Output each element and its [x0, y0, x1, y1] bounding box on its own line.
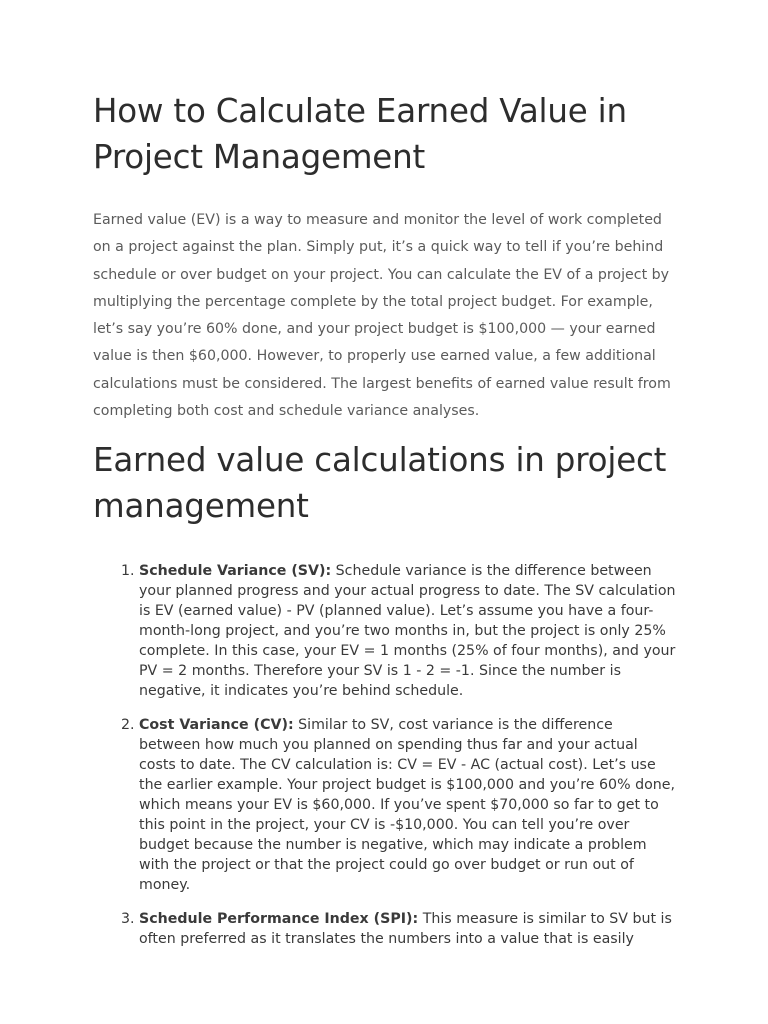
- list-item-term: Schedule Performance Index (SPI):: [139, 911, 419, 928]
- list-item-text: Schedule variance is the difference between your planned progress and your actual progress to date. The SV calculation is EV (earned value) - PV (planned value). Let’s assume you have a four-month-long project, and you’re two months in, but the project is only 25% complete. In this case, your EV = 1 months (25% of four months), and your PV = 2 months. Therefore your SV is 1 - 2 = -1. Since the number is negative, it indicates you’re behind schedule.: [139, 563, 676, 700]
- list-item-text: Similar to SV, cost variance is the difference between how much you planned on spending thus far and your actual costs to date. The CV calculation is: CV = EV - AC (actual cost). Let’s use the earlier example. Your project budget is $100,000 and you’re 60% done, which means your EV is $60,000. If you’ve spent $70,000 so far to get to this point in the project, your CV is -$10,000. You can tell you’re over budget because the number is negative, which may indicate a problem with the project or that the project could go over budget or run out of money.: [139, 717, 675, 894]
- section-heading: Earned value calculations in project management: [93, 441, 667, 526]
- list-item-schedule-performance-index: [139, 909, 678, 949]
- article-title: How to Calculate Earned Value in Project Management: [93, 92, 627, 176]
- list-item-term: Schedule Variance (SV):: [139, 563, 332, 580]
- list-item-schedule-variance: [139, 561, 678, 701]
- list-item-term: Cost Variance (CV):: [139, 717, 294, 734]
- list-item-text: This measure is similar to SV but is often preferred as it translates the numbers into a value that is easily: [139, 911, 672, 948]
- document-page: [93, 88, 678, 963]
- intro-paragraph: Earned value (EV) is a way to measure and monitor the level of work completed on a project against the plan. Simply put, it’s a quick way to tell if you’re behind schedule or over budget on your project. You can calculate the EV of a project by multiplying the percentage complete by the total project budget. For example, let’s say you’re 60% done, and your project budget is $100,000 — your earned value is then $60,000. However, to properly use earned value, a few additional calculations must be considered. The largest benefits of earned value result from completing both cost and schedule variance analyses.: [93, 212, 671, 420]
- list-item-cost-variance: [139, 715, 678, 895]
- calculations-list: [93, 561, 678, 949]
